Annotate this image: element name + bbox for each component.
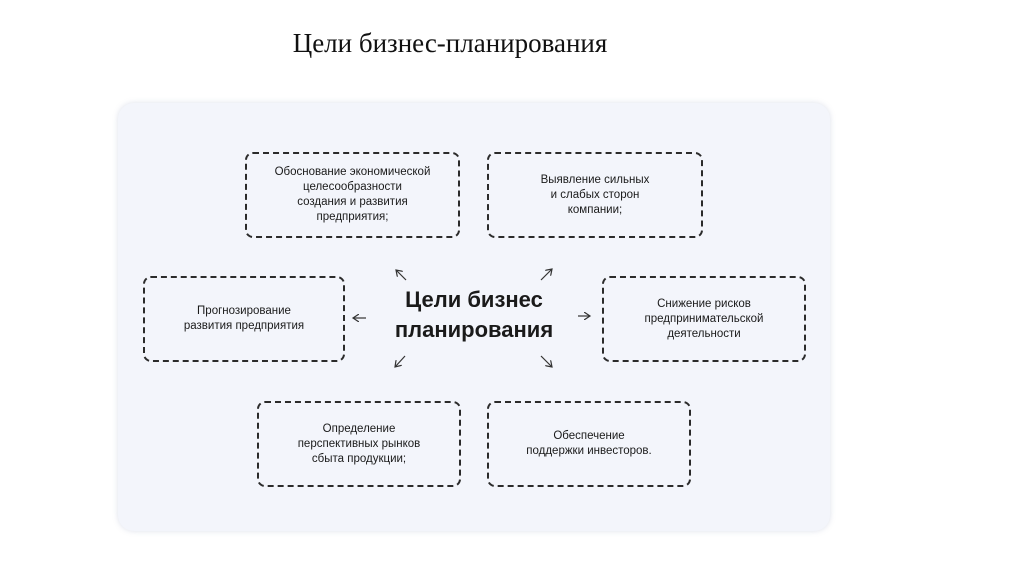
slide-title-text: Цели бизнес-планирования (292, 28, 608, 58)
center-title: Цели бизнес планирования (394, 287, 554, 342)
goal-box-strengths-weaknesses: Выявление сильных и слабых сторон компании; (487, 152, 703, 238)
goal-box-forecasting: Прогнозирование развития предприятия (143, 276, 345, 362)
goal-box-economic-feasibility: Обоснование экономической целесообразности создания и развития предприятия; (245, 152, 460, 238)
goal-box-investor-support: Обеспечение поддержки инвесторов. (487, 401, 691, 487)
slide-title (0, 28, 900, 59)
goal-box-risk-reduction: Снижение рисков предпринимательской деятельности (602, 276, 806, 362)
goal-box-market-definition: Определение перспективных рынков сбыта продукции; (257, 401, 461, 487)
